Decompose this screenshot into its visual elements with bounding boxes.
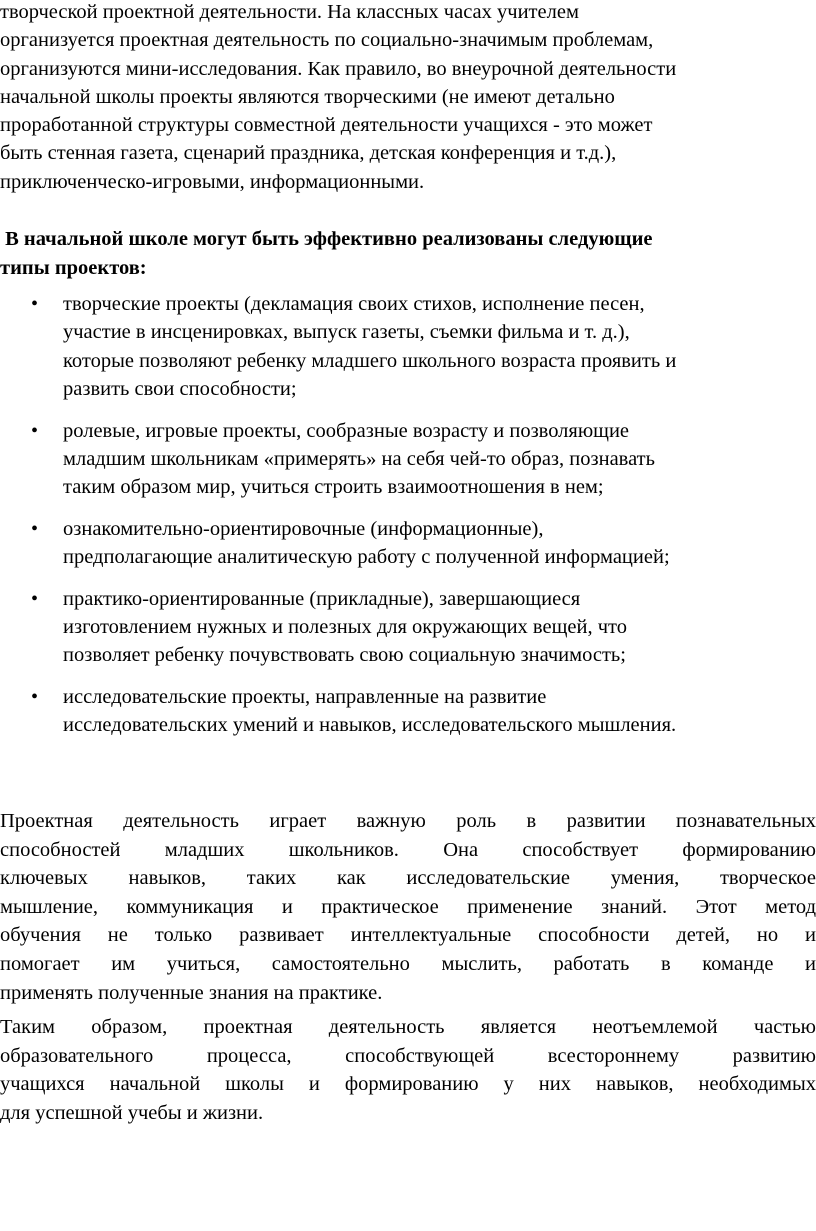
project-types-list (0, 290, 816, 753)
list-item-line: творческие проекты (декламация своих стихов, исполнение песен, (63, 293, 645, 315)
text-line: приключенческо-игровыми, информационными. (0, 170, 425, 193)
list-item-line: участие в инсценировках, выпуск газеты, съемки фильма и т. д.), (63, 321, 630, 344)
list-item-line: исследовательских умений и навыков, исследовательского мышления. (63, 714, 677, 737)
text-line: быть стенная газета, сценарий праздника, детская конференция и т.д.), (0, 142, 617, 165)
text-line: для успешной учебы и жизни. (0, 1101, 264, 1124)
list-item-line: изготовлением нужных и полезных для окружающих вещей, что (63, 616, 627, 639)
text-line: помогает им учиться, самостоятельно мыслить, работать в команде и (0, 952, 816, 975)
body-paragraph (0, 807, 816, 1007)
bullet-icon: • (31, 685, 39, 708)
list-item-line: практико-ориентированные (прикладные), завершающиеся (63, 587, 581, 610)
list-item-line: позволяет ребенку почувствовать свою социальную значимость; (63, 644, 626, 667)
list-item-line: младшим школьникам «примерять» на себя чей-то образ, познавать (63, 448, 655, 471)
list-item (0, 417, 816, 502)
text-line: начальной школы проекты являются творческими (не имеют детально (0, 85, 615, 108)
heading-line: В начальной школе могут быть эффективно реализованы следующие (0, 228, 653, 250)
list-item-line: предполагающие аналитическую работу с полученной информацией; (63, 546, 670, 569)
list-item-line: ознакомительно-ориентировочные (информационные), (63, 517, 544, 540)
list-item-line: таким образом мир, учиться строить взаимоотношения в нем; (63, 476, 604, 499)
text-line: Проектная деятельность играет важную роль в развитии познавательных (0, 810, 816, 832)
text-line: Таким образом, проектная деятельность является неотъемлемой частью (0, 1016, 816, 1038)
conclusion-paragraph (0, 1013, 816, 1127)
list-item (0, 290, 816, 404)
text-line: мышление, коммуникация и практическое применение знаний. Этот метод (0, 895, 816, 918)
bullet-icon: • (31, 419, 39, 442)
text-line: ключевых навыков, таких как исследовательские умения, творческое (0, 867, 816, 890)
list-item (0, 585, 816, 670)
bullet-icon: • (31, 587, 39, 610)
text-line: организуется проектная деятельность по социально-значимым проблемам, (0, 29, 654, 52)
list-item-line: исследовательские проекты, направленные на развитие (63, 685, 547, 708)
list-item (0, 515, 816, 572)
text-line: творческой проектной деятельности. На классных часах учителем (0, 1, 579, 23)
text-line: применять полученные знания на практике. (0, 981, 383, 1004)
list-item-line: развить свои способности; (63, 378, 297, 401)
intro-paragraph (0, 0, 816, 196)
list-item-line: ролевые, игровые проекты, сообразные возрасту и позволяющие (63, 419, 630, 442)
section-heading (0, 225, 816, 282)
bullet-icon: • (31, 517, 39, 540)
text-line: обучения не только развивает интеллектуальные способности детей, но и (0, 924, 816, 947)
text-line: организуются мини-исследования. Как правило, во внеурочной деятельности (0, 57, 677, 80)
text-line: проработанной структуры совместной деятельности учащихся - это может (0, 114, 653, 137)
list-item (0, 683, 816, 740)
text-line: образовательного процесса, способствующей всестороннему развитию (0, 1044, 816, 1067)
heading-line: типы проектов: (0, 256, 147, 279)
list-item-line: которые позволяют ребенку младшего школьного возраста проявить и (63, 349, 677, 372)
text-line: способностей младших школьников. Она способствует формированию (0, 838, 816, 861)
bullet-icon: • (31, 293, 39, 315)
text-line: учащихся начальной школы и формированию у них навыков, необходимых (0, 1073, 816, 1096)
